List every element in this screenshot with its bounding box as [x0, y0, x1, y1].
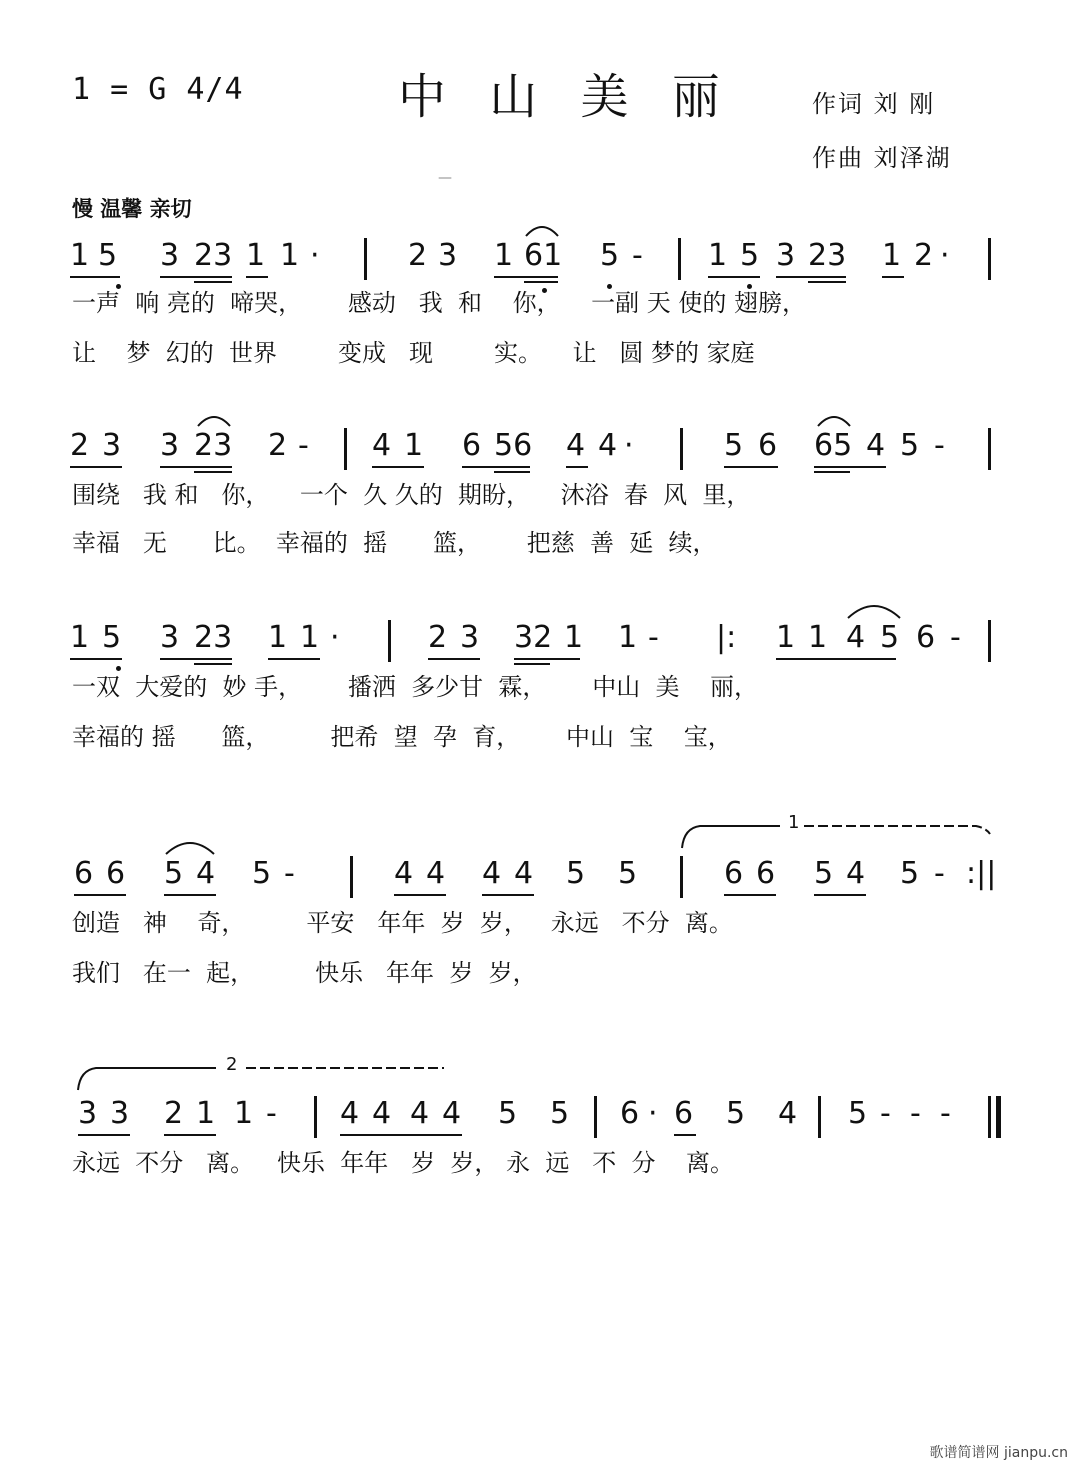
note: 5	[550, 1096, 570, 1131]
underline	[482, 894, 534, 896]
note: 23	[808, 238, 847, 273]
underline	[524, 281, 558, 283]
underline	[194, 281, 232, 283]
note-dash: -	[632, 238, 643, 273]
note: 1	[776, 620, 796, 655]
note: 3	[438, 238, 458, 273]
barline	[988, 428, 991, 470]
key-signature: 1 = G 4/4	[72, 72, 244, 107]
underline	[494, 276, 558, 278]
note: 1	[494, 238, 514, 273]
note: 4	[426, 856, 446, 891]
note-dot: ·	[310, 238, 320, 273]
note: 2	[164, 1096, 184, 1131]
barline	[680, 428, 683, 470]
note: 5	[900, 856, 920, 891]
note: 1	[300, 620, 320, 655]
note: 4	[778, 1096, 798, 1131]
note: 4	[372, 1096, 392, 1131]
underline	[70, 466, 122, 468]
slur-mark	[164, 838, 216, 856]
slur-mark	[846, 600, 902, 620]
note-dot: ·	[624, 428, 634, 463]
note: 4	[410, 1096, 430, 1131]
note-dash: -	[298, 428, 309, 463]
note: 1	[246, 238, 266, 273]
octave-dot	[116, 666, 121, 671]
note: 6	[106, 856, 126, 891]
underline	[70, 658, 122, 660]
notes-row-5	[0, 1094, 1080, 1146]
note: 2	[408, 238, 428, 273]
decorative-dash: —	[438, 170, 452, 186]
slur-mark	[196, 412, 232, 428]
underline	[814, 466, 886, 468]
note: 6	[916, 620, 936, 655]
underline	[808, 281, 846, 283]
underline	[724, 466, 778, 468]
underline	[246, 276, 268, 278]
underline	[882, 276, 904, 278]
note: 5	[740, 238, 760, 273]
note-dot: ·	[330, 620, 340, 655]
underline	[674, 1134, 696, 1136]
note: 2	[70, 428, 90, 463]
underline	[566, 466, 588, 468]
note: 2	[914, 238, 934, 273]
note: 4	[442, 1096, 462, 1131]
note: 32	[514, 620, 553, 655]
note: 5	[252, 856, 272, 891]
note-dash: -	[934, 856, 945, 891]
underline	[814, 894, 866, 896]
note: 56	[494, 428, 533, 463]
barline	[988, 238, 991, 280]
volta-number: 2	[222, 1054, 241, 1075]
repeat-start: |:	[716, 620, 737, 655]
barline	[818, 1096, 821, 1138]
lyrics-verse-1: 一双 大爱的 妙 手， 播洒 多少甘 霖， 中山 美 丽，	[72, 673, 758, 701]
note-dash: -	[266, 1096, 277, 1131]
note: 1	[196, 1096, 216, 1131]
underline	[340, 1134, 462, 1136]
tempo-marking: 慢 温馨 亲切	[72, 197, 192, 221]
underline	[70, 276, 120, 278]
note: 1	[882, 238, 902, 273]
note-dash: -	[880, 1096, 891, 1131]
note: 4	[394, 856, 414, 891]
note: 6	[758, 428, 778, 463]
site-watermark: 歌谱简谱网 jianpu.cn	[929, 1445, 1068, 1461]
barline	[680, 856, 683, 898]
note-dash: -	[950, 620, 961, 655]
note: 3	[460, 620, 480, 655]
underline	[724, 894, 776, 896]
underline	[164, 894, 216, 896]
note: 5	[900, 428, 920, 463]
note: 6	[674, 1096, 694, 1131]
note: 1	[808, 620, 828, 655]
note: 5	[98, 238, 118, 273]
note: 3	[776, 238, 796, 273]
underline	[194, 471, 232, 473]
lyrics-verse-1: 创造 神 奇， 平安 年年 岁 岁， 永远 不分 离。	[72, 909, 733, 937]
underline	[462, 466, 530, 468]
lyrics-verse-2: 幸福 无 比。 幸福的 摇 篮， 把慈 善 延 续，	[72, 529, 717, 557]
lyrics-verse-2: 我们 在一 起， 快乐 年年 岁 岁，	[72, 959, 537, 987]
barline	[344, 428, 347, 470]
underline	[160, 658, 232, 660]
barline	[594, 1096, 597, 1138]
note: 23	[194, 620, 233, 655]
underline	[776, 276, 846, 278]
barline	[388, 620, 391, 662]
lyricist-credit: 作词 刘 刚	[812, 90, 936, 118]
underline	[194, 663, 232, 665]
note: 3	[160, 428, 180, 463]
note: 5	[566, 856, 586, 891]
barline	[314, 1096, 317, 1138]
composer-credit: 作曲 刘泽湖	[812, 144, 952, 172]
note-dot: ·	[940, 238, 950, 273]
note: 5	[102, 620, 122, 655]
note: 3	[102, 428, 122, 463]
note: 1	[708, 238, 728, 273]
note: 5	[164, 856, 184, 891]
final-barline-thick	[996, 1096, 1001, 1138]
underline	[268, 658, 320, 660]
note: 5	[724, 428, 744, 463]
notes-row-4	[0, 854, 1080, 906]
note: 1	[404, 428, 424, 463]
underline	[776, 658, 896, 660]
volta-line-icon	[76, 1066, 446, 1092]
underline	[164, 1134, 216, 1136]
underline	[394, 894, 446, 896]
note: 1	[70, 238, 90, 273]
note: 1	[70, 620, 90, 655]
note: 5	[848, 1096, 868, 1131]
underline	[514, 658, 580, 660]
underline	[428, 658, 480, 660]
note: 4	[846, 856, 866, 891]
lyrics-verse-1: 围绕 我 和 你， 一个 久 久的 期盼， 沐浴 春 风 里，	[72, 481, 751, 509]
note: 5	[880, 620, 900, 655]
note: 4	[372, 428, 392, 463]
note: 5	[600, 238, 620, 273]
repeat-end: :||	[966, 856, 997, 891]
note: 4	[196, 856, 216, 891]
note: 4	[482, 856, 502, 891]
barline	[364, 238, 367, 280]
note: 4	[566, 428, 586, 463]
barline	[350, 856, 353, 898]
note: 3	[110, 1096, 130, 1131]
note: 6	[724, 856, 744, 891]
note: 5	[814, 856, 834, 891]
underline	[78, 1134, 130, 1136]
note: 6	[756, 856, 776, 891]
note: 1	[280, 238, 300, 273]
underline	[74, 894, 126, 896]
note: 5	[618, 856, 638, 891]
note: 1	[268, 620, 288, 655]
note-dash: -	[910, 1096, 921, 1131]
note: 1	[234, 1096, 254, 1131]
notes-row-2	[0, 426, 1080, 478]
underline	[160, 276, 232, 278]
lyrics-verse-2: 让 梦 幻的 世界 变成 现 实。 让 圆 梦的 家庭	[72, 339, 755, 367]
note: 3	[160, 620, 180, 655]
note: 6	[462, 428, 482, 463]
lyrics-verse-1: 永远 不分 离。 快乐 年年 岁 岁， 永 远 不 分 离。	[72, 1149, 734, 1177]
note: 6	[74, 856, 94, 891]
notes-row-3	[0, 618, 1080, 670]
lyrics-verse-1: 一声 响 亮的 啼哭， 感动 我 和 你， 一副 天 使的 翅膀，	[72, 289, 806, 317]
note: 4	[866, 428, 886, 463]
barline	[988, 620, 991, 662]
note: 23	[194, 238, 233, 273]
note: 4	[340, 1096, 360, 1131]
volta-number: 1	[784, 812, 803, 833]
slur-mark	[816, 412, 852, 428]
underline	[814, 471, 850, 473]
note: 5	[498, 1096, 518, 1131]
note: 4	[598, 428, 618, 463]
note: 4	[846, 620, 866, 655]
page-title: 中 山 美 丽	[398, 69, 734, 125]
note: 4	[514, 856, 534, 891]
underline	[514, 663, 550, 665]
note: 6	[620, 1096, 640, 1131]
barline	[678, 238, 681, 280]
note: 23	[194, 428, 233, 463]
note: 3	[160, 238, 180, 273]
underline	[372, 466, 424, 468]
lyrics-verse-2: 幸福的 摇 篮， 把希 望 孕 育， 中山 宝 宝，	[72, 723, 732, 751]
underline	[160, 466, 232, 468]
note: 65	[814, 428, 853, 463]
note-dash: -	[648, 620, 659, 655]
underline	[708, 276, 760, 278]
note: 3	[78, 1096, 98, 1131]
note-dash: -	[940, 1096, 951, 1131]
final-barline	[988, 1096, 991, 1138]
underline	[494, 471, 530, 473]
note-dash: -	[934, 428, 945, 463]
note: 1	[618, 620, 638, 655]
note: 2	[268, 428, 288, 463]
note-dot: ·	[648, 1096, 658, 1131]
note-dash: -	[284, 856, 295, 891]
note: 61	[524, 238, 563, 273]
volta-bracket-1	[680, 812, 992, 848]
volta-line-icon	[680, 824, 992, 850]
volta-bracket-2	[76, 1054, 446, 1090]
notes-row-1	[0, 236, 1080, 288]
slur-mark	[524, 222, 560, 238]
note: 2	[428, 620, 448, 655]
note: 5	[726, 1096, 746, 1131]
note: 1	[564, 620, 584, 655]
